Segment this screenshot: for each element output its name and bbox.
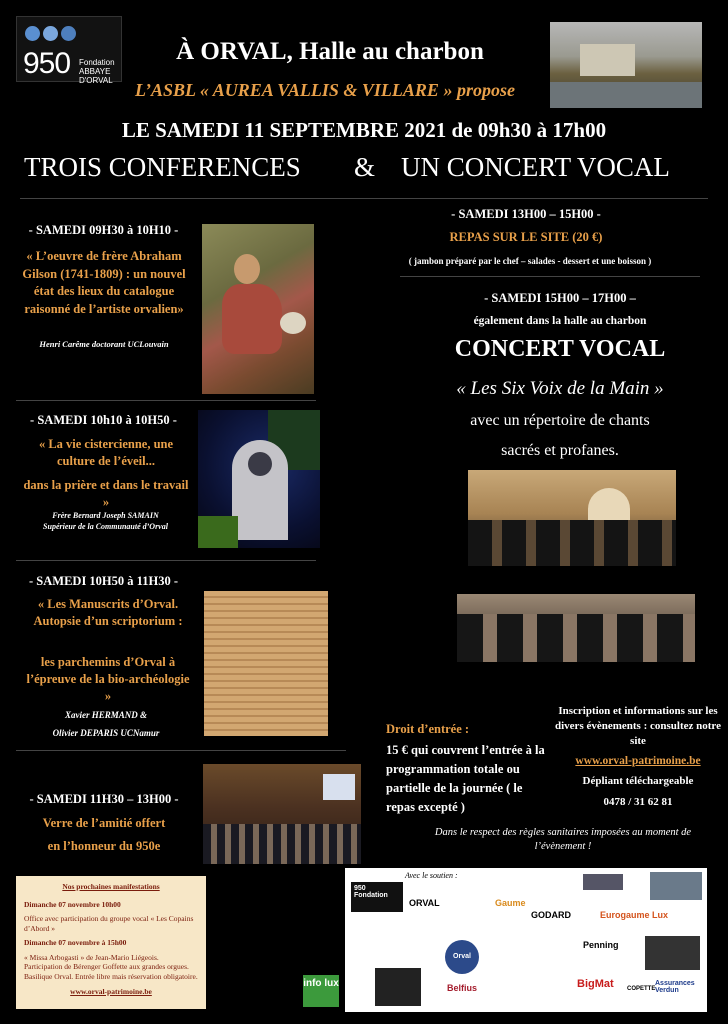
sponsor-photo-3 xyxy=(645,936,700,970)
notice-text-1: Office avec participation du groupe vocal « Les Copains d’Abord » xyxy=(24,914,194,933)
conference-3-speaker-2: Olivier DEPARIS UCNamur xyxy=(52,728,160,738)
sponsor-eurogaume: Eurogaume Lux xyxy=(600,910,669,920)
notice-heading: Nos prochaines manifestations xyxy=(62,882,160,891)
logo-text: Fondation ABBAYE D'ORVAL xyxy=(79,58,115,85)
conference-1-title: « L’oeuvre de frère Abraham Gilson (1741-1809) : un nouvel état des lieux du catalogue raisonné de l’artiste orvalien» xyxy=(22,249,186,316)
sponsors-box xyxy=(345,868,707,1012)
choir-photo-2 xyxy=(457,594,695,662)
divider xyxy=(16,400,316,401)
sponsor-photo-1 xyxy=(583,874,623,890)
event-date: LE SAMEDI 11 SEPTEMBRE 2021 de 09h30 à 17h00 xyxy=(121,118,607,142)
concert-group: « Les Six Voix de la Main » xyxy=(456,378,664,399)
leaflet-text: Dépliant téléchargeable xyxy=(582,775,694,787)
fondation-950-logo xyxy=(16,16,122,85)
aperitif-title: Verre de l’amitié offert xyxy=(42,816,166,830)
manuscript-photo xyxy=(204,591,328,736)
upcoming-events-box xyxy=(16,876,206,1009)
concert-title: CONCERT VOCAL xyxy=(454,336,666,362)
audience-photo xyxy=(203,764,361,864)
proposer-line: L’ASBL « AUREA VALLIS & VILLARE » propose xyxy=(135,80,515,100)
info-text: Inscription et informations sur les divers évènements : consultez notre site xyxy=(555,705,721,747)
notice-date-1: Dimanche 07 novembre 10h00 xyxy=(24,899,121,909)
conference-3-speaker: Xavier HERMAND & xyxy=(64,710,147,720)
conference-2-title-2: dans la prière et dans le travail » xyxy=(23,478,189,509)
sponsors-heading: Avec le soutien : xyxy=(405,871,458,880)
conference-2-speaker: Frère Bernard Joseph SAMAIN Supérieur de la Communauté d’Orval xyxy=(43,511,168,531)
sponsor-photo-4 xyxy=(375,968,421,1006)
sponsor-orval-seal: Orval xyxy=(445,940,479,974)
landscape-photo xyxy=(550,22,702,108)
saint-painting xyxy=(202,224,314,394)
conference-1-time: - SAMEDI 09H30 à 10H10 - xyxy=(28,223,179,237)
conference-2-title: « La vie cistercienne, une culture de l’éveil... xyxy=(38,437,174,468)
sponsor-950: 950 Fondation xyxy=(351,882,403,912)
conference-3-title-2: les parchemins d’Orval à l’épreuve de la bio-archéologie » xyxy=(26,655,190,703)
sanitary-notice: Dans le respect des règles sanitaires imposées au moment de l’évènement ! xyxy=(434,827,692,852)
sponsor-gaume: Gaume xyxy=(495,898,526,908)
sponsor-penning: Penning xyxy=(583,940,619,950)
choir-photo-1 xyxy=(468,470,676,566)
logo-dots-icon xyxy=(25,26,76,41)
divider xyxy=(400,276,700,277)
concert-place: également dans la halle au charbon xyxy=(473,315,647,327)
notice-date-2: Dimanche 07 novembre à 15h00 xyxy=(24,938,127,947)
conference-3-title: « Les Manuscrits d’Orval. Autopsie d’un scriptorium : xyxy=(33,597,183,628)
notice-website-link[interactable]: www.orval-patrimoine.be xyxy=(70,987,152,996)
lunch-title: REPAS SUR LE SITE (20 €) xyxy=(449,230,603,244)
entry-text: 15 € qui couvrent l’entrée à la programmation totale ou partielle de la journée ( le repas excepté ) xyxy=(386,743,545,814)
concert-desc-1: avec un répertoire de chants xyxy=(470,412,650,429)
abbey-ruins-photo xyxy=(198,410,320,548)
lunch-time: - SAMEDI 13H00 – 15H00 - xyxy=(451,207,601,221)
sponsor-copette: COPETTE xyxy=(627,986,656,992)
conference-2-time: - SAMEDI 10h10 à 10H50 - xyxy=(30,413,177,427)
conference-1-speaker: Henri Carême doctorant UCLouvain xyxy=(39,339,169,349)
notice-text-2: « Missa Arbogasti » de Jean-Mario Liégeois. Participation de Bérenger Goffette aux grandes orgues. Basilique Orval. Entrée libre mais réservation obligatoire. xyxy=(24,952,198,981)
entry-title: Droit d’entrée : xyxy=(386,722,470,736)
infolux-logo: info lux xyxy=(303,975,339,1007)
phone-number: 0478 / 31 62 81 xyxy=(603,796,673,808)
sponsor-bigmat: BigMat xyxy=(577,978,614,990)
aperitif-title-2: en l’honneur du 950e xyxy=(47,839,161,853)
divider xyxy=(16,560,316,561)
sponsor-orval: ORVAL xyxy=(409,898,440,908)
sponsor-belfius: Belfius xyxy=(447,983,478,993)
concert-desc-2: sacrés et profanes. xyxy=(501,442,619,459)
sponsor-godard: GODARD xyxy=(531,910,571,920)
sponsor-verdun: Assurances Verdun xyxy=(655,980,695,994)
conference-3-time: - SAMEDI 10H50 à 11H30 - xyxy=(29,574,178,588)
divider xyxy=(16,750,346,751)
lunch-detail: ( jambon préparé par le chef – salades - dessert et une boisson ) xyxy=(408,256,652,266)
logo-number: 950 xyxy=(23,47,71,80)
website-link[interactable]: www.orval-patrimoine.be xyxy=(575,755,701,767)
concert-time: - SAMEDI 15H00 – 17H00 – xyxy=(484,291,636,305)
sponsor-photo-2 xyxy=(650,872,702,900)
divider xyxy=(20,198,708,199)
event-subtitle: TROIS CONFERENCES & UN CONCERT VOCAL xyxy=(24,152,670,182)
page-title: À ORVAL, Halle au charbon xyxy=(176,38,484,65)
aperitif-time: - SAMEDI 11H30 – 13H00 - xyxy=(29,792,179,806)
